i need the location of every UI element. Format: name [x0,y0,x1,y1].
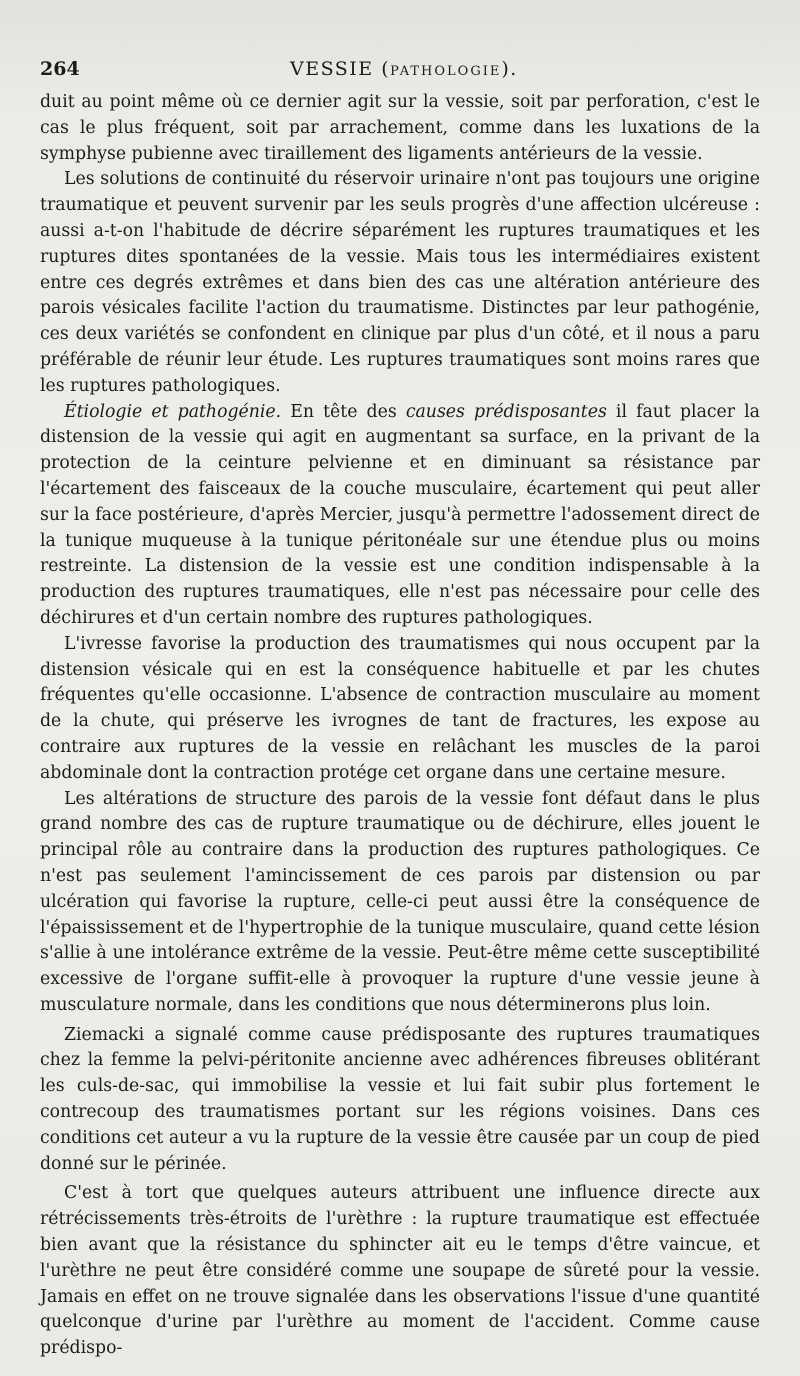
paragraph-continuation: duit au point même où ce dernier agit sur la vessie, soit par perforation, c'est le cas le plus fréquent, soit par arrachement, comme dans les luxations de la symphyse pubienne avec tiraillement des ligaments antérieurs de la vessie. [40,92,760,164]
running-title-open-paren: ( [381,58,391,80]
page-number: 264 [40,58,80,80]
paragraph-ziemacki: Ziemacki a signalé comme cause prédisposante des ruptures traumatiques chez la femme la pelvi-péritonite ancienne avec adhérences fibreuses oblitérant les culs-de-sac, qui immobilise la vessie et lui fait subir plus fortement le contrecoup des traumatismes portant sur les régions voisines. Dans ces conditions cet auteur a vu la rupture de la vessie être causée par un coup de pied donné sur le périnée. [40,1024,760,1174]
paragraph-etiologie [40,400,760,632]
paragraph-solutions-de-continuite: Les solutions de continuité du réservoir urinaire n'ont pas toujours une origine traumatique et peuvent survenir par les seuls progrès d'une affection ulcéreuse : aussi a-t-on l'habitude de décrire séparément les ruptures traumatiques et les ruptures dites spontanées de la vessie. Mais tous les intermédiaires existent entre ces degrés extrêmes et dans bien des cas une altération antérieure des parois vésicales facilite l'action du traumatisme. Distinctes par leur pathogénie, ces deux variétés se confondent en clinique par plus d'un côté, et il nous a paru préférable de réunir leur étude. Les ruptures traumatiques sont moins rares que les ruptures pathologiques. [40,169,760,396]
running-title [290,58,518,80]
body-text [40,90,760,1362]
running-title-close-paren: ). [501,58,518,80]
paragraph-etiologie-text-b: il faut placer la distension de la vessie qui agit en augmentant sa surface, en la privant de la protection de la ceinture pelvienne et en diminuant sa résistance par l'écartement des faisceaux de la couche musculaire, écartement qui peut aller sur la face postérieure, d'après Mercier, jusqu'à permettre l'adossement direct de la tunique muqueuse à la tunique péritonéale sur une étendue plus ou moins restreinte. La distension de la vessie est une condition indispensable à la production des ruptures traumatiques, elle n'est pas nécessaire pour celle des déchirures et d'un certain nombre des ruptures pathologiques. [40,401,760,628]
paragraph-alterations: Les altérations de structure des parois de la vessie font défaut dans le plus grand nombre des cas de rupture traumatique ou de déchirure, elles jouent le principal rôle au contraire dans la production des ruptures pathologiques. Ce n'est pas seulement l'amincissement de ces parois par distension ou par ulcération qui favorise la rupture, celle-ci peut aussi être la conséquence de l'épaississement et de l'hypertrophie de la tunique musculaire, quand cette lésion s'allie à une intolérance extrême de la vessie. Peut-être même cette susceptibilité excessive de l'organe suffit-elle à provoquer la rupture d'une vessie jeune à musculature normale, dans les conditions que nous déterminerons plus loin. [40,788,760,1015]
section-heading-etiologie: Étiologie et pathogénie. [64,401,282,422]
paragraph-etiologie-text-a: En tête des [281,401,406,422]
running-title-main: VESSIE [290,58,374,80]
paragraph-retrecissements: C'est à tort que quelques auteurs attribuent une influence directe aux rétrécissements très-étroits de l'urèthre : la rupture traumatique est effectuée bien avant que la résistance du sphincter ait eu le temps d'être vaincue, et l'urèthre ne peut être considéré comme une soupape de sûreté pour la vessie. Jamais en effet on ne trouve signalée dans les observations l'issue d'une quantité quelconque d'urine par l'urèthre au moment de l'accident. Comme cause prédispo- [40,1183,760,1359]
running-title-sub: PATHOLOGIE [390,64,502,79]
emphasis-causes-predisposantes: causes prédisposantes [405,401,607,422]
paragraph-ivresse: L'ivresse favorise la production des traumatismes qui nous occupent par la distension vésicale qui en est la conséquence habituelle et par les chutes fréquentes qu'elle occasionne. L'absence de contraction musculaire au moment de la chute, qui préserve les ivrognes de tant de fractures, les expose au contraire aux ruptures de la vessie en relâchant les muscles de la paroi abdominale dont la contraction protége cet organe dans une certaine mesure. [40,633,760,783]
page-header [40,58,760,88]
